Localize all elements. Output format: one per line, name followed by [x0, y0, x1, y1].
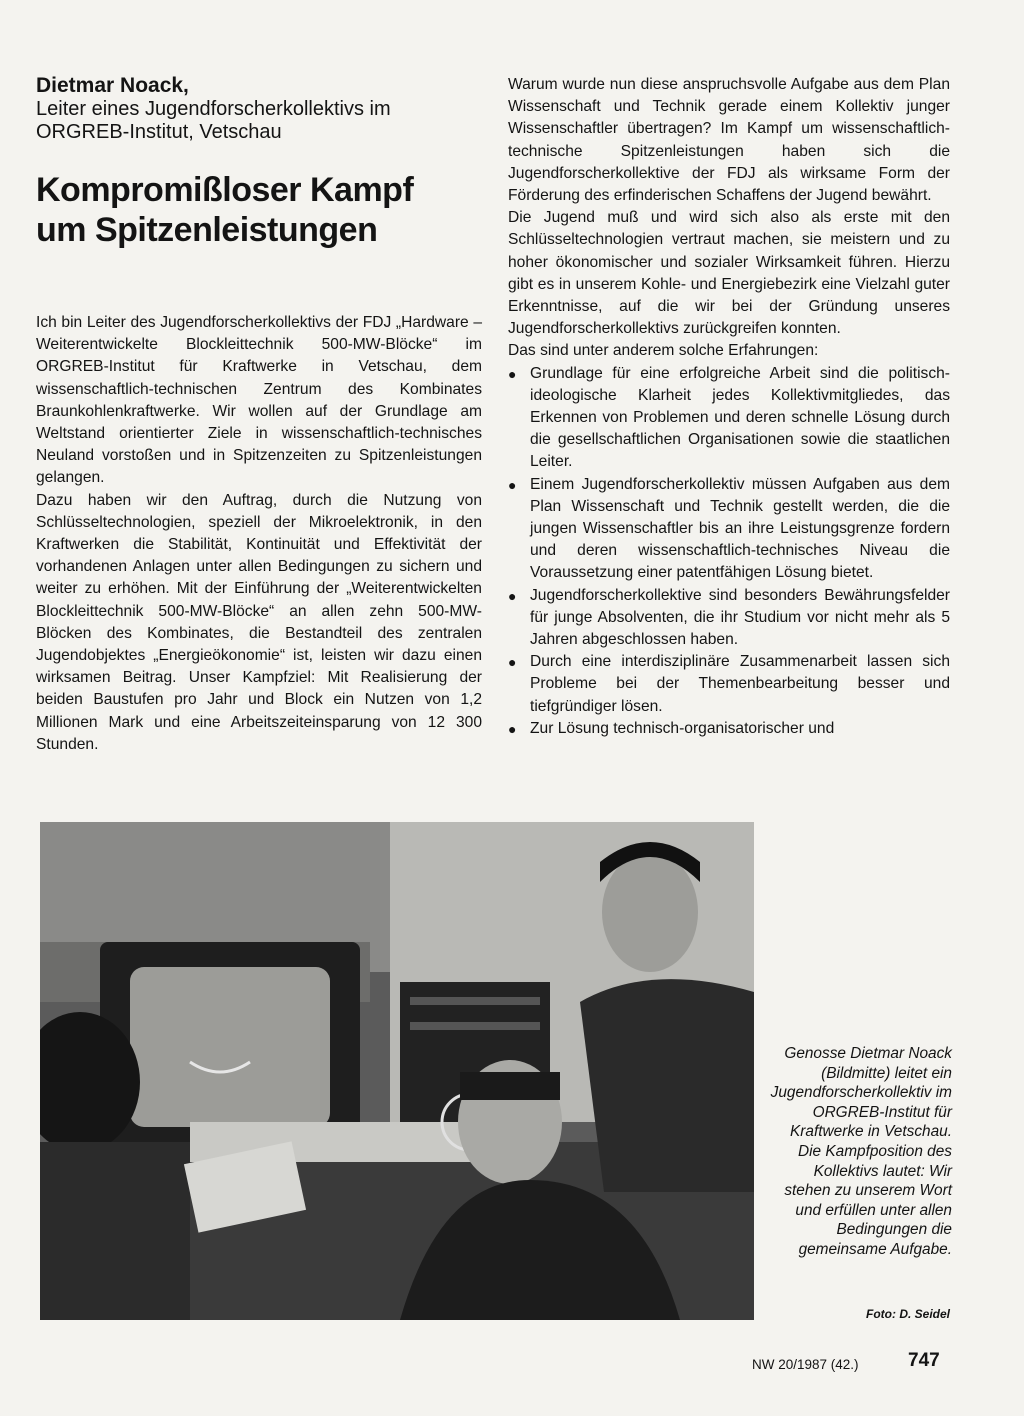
bullet-item	[508, 363, 950, 474]
bullet-text: Zur Lösung technisch-organisatorischer und	[530, 719, 835, 737]
bullet-icon: ●	[508, 476, 517, 493]
bullet-item	[508, 474, 950, 585]
article-headline	[36, 170, 482, 250]
headline-line1: Kompromißloser Kampf	[36, 171, 414, 209]
bullet-text: Durch eine interdisziplinäre Zusammenarbeit lassen sich Probleme bei der Themenbearbeitung besser und tiefgründiger lösen.	[530, 653, 950, 715]
bullet-icon: ●	[508, 587, 517, 604]
bullet-icon: ●	[508, 365, 517, 382]
left-paragraph: Dazu haben wir den Auftrag, durch die Nutzung von Schlüsseltechnologien, speziell der Mikroelektronik, in den Kraftwerken die Stabilität, Kontinuität und Effektivität der vorhandenen Anlagen unter allen Bedingungen zu sichern und weiter zu erhöhen. Mit der Einführung der „Weiterentwickelten Blockleittechnik 500-MW-Blöcke“ an allen zehn 500-MW-Blöcken des Kombinates, die Bestandteil des zentralen Jugendobjektes „Energieökonomie“ ist, leisten wir dazu einen wirksamen Beitrag. Unser Kampfziel: Mit Realisierung der beiden Baustufen pro Jahr und Block ein Nutzen von 1,2 Millionen Mark und eine Arbeitszeiteinsparung von 12 300 Stunden.	[36, 491, 482, 753]
bullet-item	[508, 585, 950, 652]
author-role-line1: Leiter eines Jugendforscherkollektivs im	[36, 98, 391, 120]
left-paragraph: Ich bin Leiter des Jugendforscherkollektivs der FDJ „Hardware – Weiterentwickelte Blockleittechnik 500-MW-Blöcke“ im ORGREB-Institut für Kraftwerke in Vetschau, dem wissenschaftlich-technischen Zentrum des Kombinates Braunkohlenkraftwerke. Wir wollen auf der Grundlage am Weltstand orientierter Ziele in wissenschaftlich-technisches Neuland vorstoßen und in Spitzenzeiten zu Spitzenleistungen gelangen.	[36, 314, 482, 487]
author-role-line2: ORGREB-Institut, Vetschau	[36, 121, 282, 143]
left-column	[36, 74, 482, 756]
photo-caption: Genosse Dietmar Noack (Bildmitte) leitet ein Jugendforscherkollektiv im ORGREB-Institut für Kraftwerke in Vetschau. Die Kampfposition des Kollektivs lautet: Wir stehen zu unserem Wort und erfüllen unter allen Bedingungen die gemeinsame Aufgabe.	[770, 1045, 952, 1258]
bullet-item	[508, 718, 950, 740]
bullet-text: Jugendforscherkollektive sind besonders Bewährungsfelder für junge Absolventen, die ihr Studium vor nicht mehr als 5 Jahren abgeschlossen haben.	[530, 586, 950, 649]
bullet-icon: ●	[508, 654, 517, 671]
right-paragraph: Das sind unter anderem solche Erfahrungen:	[508, 342, 819, 360]
right-paragraph: Die Jugend muß und wird sich also als erste mit den Schlüsseltechnologien vertraut machen, sie meistern und zu hoher ökonomischer und sozialer Wirksamkeit führen. Hierzu gibt es in unserem Kohle- und Energiebezirk eine Vielzahl guter Erkenntnisse, auf die wir bei der Gründung unseres Jugendforscherkollektivs zurückgreifen konnten.	[508, 209, 950, 338]
issue-reference: NW 20/1987 (42.)	[752, 1357, 859, 1372]
author-name: Dietmar Noack,	[36, 74, 189, 97]
photo-illustration	[40, 822, 754, 1320]
bullet-item	[508, 651, 950, 718]
bullet-text: Einem Jugendforscherkollektiv müssen Aufgaben aus dem Plan Wissenschaft und Technik gestellt werden, die die jungen Wissenschaftler bis an ihre Leistungsgrenze fordern und deren wissenschaftlich-technisches Niveau die Voraussetzung einer patentfähigen Lösung bietet.	[530, 475, 950, 582]
left-body	[36, 312, 482, 756]
bullet-icon: ●	[508, 720, 517, 737]
page-number: 747	[908, 1350, 940, 1371]
article-photo	[40, 822, 754, 1320]
right-column	[508, 74, 950, 740]
bullet-text: Grundlage für eine erfolgreiche Arbeit sind die politisch-ideologische Klarheit jedes Kollektivmitgliedes, das Erkennen von Problemen und deren schnelle Lösung durch die gesellschaftlichen Organisationen sowie die staatlichen Leiter.	[530, 364, 950, 471]
headline-line2: um Spitzenleistungen	[36, 211, 378, 249]
right-paragraph: Warum wurde nun diese anspruchsvolle Aufgabe aus dem Plan Wissenschaft und Technik gerade einem Kollektiv junger Wissenschaftler übertragen? Im Kampf um wissenschaftlich-technische Spitzenleistungen haben sich die Jugendforscherkollektive der FDJ als wirksame Form der Förderung des erfinderischen Schaffens der Jugend bewährt.	[508, 76, 950, 205]
photo-credit: Foto: D. Seidel	[866, 1307, 950, 1321]
